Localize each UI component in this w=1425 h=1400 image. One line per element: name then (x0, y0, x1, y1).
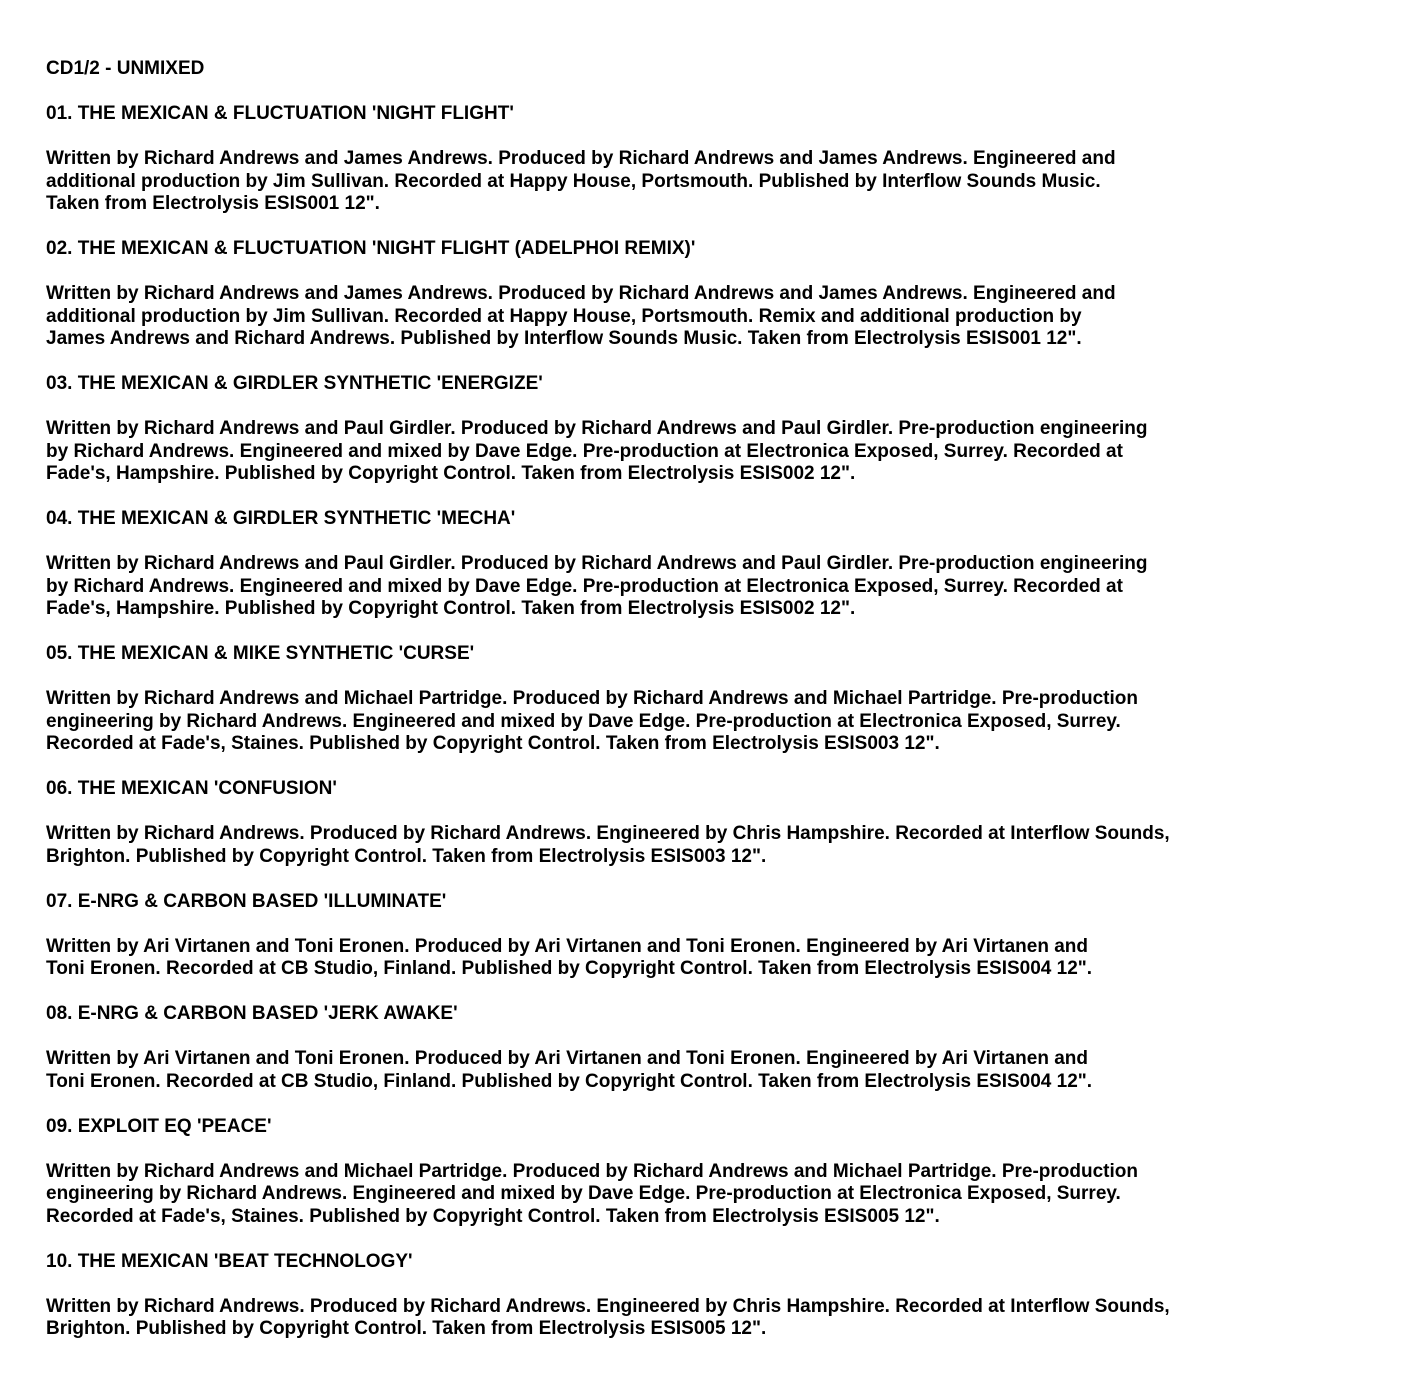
track-title: 01. THE MEXICAN & FLUCTUATION 'NIGHT FLIGHT' (46, 103, 514, 124)
track-credits (46, 553, 1406, 621)
credit-line: Written by Richard Andrews and Paul Girdler. Produced by Richard Andrews and Paul Girdler. Pre-production engineering (46, 418, 1148, 439)
credit-line: Toni Eronen. Recorded at CB Studio, Finland. Published by Copyright Control. Taken from Electrolysis ESIS004 12". (46, 958, 1093, 979)
credit-line: Toni Eronen. Recorded at CB Studio, Finland. Published by Copyright Control. Taken from Electrolysis ESIS004 12". (46, 1070, 1093, 1092)
track-entry (46, 1116, 1406, 1229)
credit-line: Recorded at Fade's, Staines. Published by Copyright Control. Taken from Electrolysis ESIS005 12". (46, 1205, 940, 1227)
track-entry (46, 238, 1406, 351)
credit-line: Written by Richard Andrews and James Andrews. Produced by Richard Andrews and James Andrews. Engineered and (46, 283, 1116, 304)
credit-line: by Richard Andrews. Engineered and mixed by Dave Edge. Pre-production at Electronica Exposed, Surrey. Recorded at (46, 440, 1123, 462)
track-title: 03. THE MEXICAN & GIRDLER SYNTHETIC 'ENERGIZE' (46, 373, 543, 394)
track-entry (46, 891, 1406, 981)
credit-line: Written by Richard Andrews. Produced by Richard Andrews. Engineered by Chris Hampshire. Recorded at Interflow Sounds, (46, 1295, 1170, 1317)
credit-line: Brighton. Published by Copyright Control. Taken from Electrolysis ESIS005 12". (46, 1318, 767, 1339)
track-title: 09. EXPLOIT EQ 'PEACE' (46, 1115, 272, 1137)
credit-line: engineering by Richard Andrews. Engineered and mixed by Dave Edge. Pre-production at Electronica Exposed, Surrey. (46, 710, 1121, 732)
track-credits (46, 688, 1406, 756)
track-title: 02. THE MEXICAN & FLUCTUATION 'NIGHT FLIGHT (ADELPHOI REMIX)' (46, 238, 696, 259)
credit-line: James Andrews and Richard Andrews. Published by Interflow Sounds Music. Taken from Electrolysis ESIS001 12". (46, 328, 1082, 349)
track-credits (46, 283, 1406, 351)
credit-line: Fade's, Hampshire. Published by Copyright Control. Taken from Electrolysis ESIS002 12". (46, 598, 856, 619)
track-credits (46, 936, 1406, 981)
track-credits (46, 148, 1406, 216)
track-credits (46, 1161, 1406, 1229)
track-title: 07. E-NRG & CARBON BASED 'ILLUMINATE' (46, 890, 447, 912)
liner-notes-page (46, 58, 1406, 1341)
credit-line: by Richard Andrews. Engineered and mixed by Dave Edge. Pre-production at Electronica Exposed, Surrey. Recorded at (46, 575, 1123, 597)
credit-line: Written by Ari Virtanen and Toni Eronen. Produced by Ari Virtanen and Toni Eronen. Engineered by Ari Virtanen and (46, 1048, 1088, 1069)
track-title: 06. THE MEXICAN 'CONFUSION' (46, 778, 337, 799)
track-credits (46, 823, 1406, 868)
credit-line: Written by Ari Virtanen and Toni Eronen. Produced by Ari Virtanen and Toni Eronen. Engineered by Ari Virtanen and (46, 935, 1088, 957)
track-title: 10. THE MEXICAN 'BEAT TECHNOLOGY' (46, 1250, 413, 1272)
credit-line: Written by Richard Andrews and Michael Partridge. Produced by Richard Andrews and Michael Partridge. Pre-production (46, 688, 1138, 709)
track-entry (46, 1003, 1406, 1093)
credit-line: Brighton. Published by Copyright Control. Taken from Electrolysis ESIS003 12". (46, 845, 767, 867)
credit-line: Recorded at Fade's, Staines. Published by Copyright Control. Taken from Electrolysis ESIS003 12". (46, 733, 940, 754)
track-credits (46, 1296, 1406, 1341)
credit-line: engineering by Richard Andrews. Engineered and mixed by Dave Edge. Pre-production at Electronica Exposed, Surrey. (46, 1183, 1121, 1204)
track-title: 08. E-NRG & CARBON BASED 'JERK AWAKE' (46, 1003, 458, 1024)
track-title: 05. THE MEXICAN & MIKE SYNTHETIC 'CURSE' (46, 643, 475, 664)
credit-line: Written by Richard Andrews. Produced by Richard Andrews. Engineered by Chris Hampshire. Recorded at Interflow Sounds, (46, 823, 1170, 844)
credit-line: additional production by Jim Sullivan. Recorded at Happy House, Portsmouth. Published by Interflow Sounds Music. (46, 170, 1101, 192)
credit-line: Fade's, Hampshire. Published by Copyright Control. Taken from Electrolysis ESIS002 12". (46, 463, 856, 484)
credit-line: Taken from Electrolysis ESIS001 12". (46, 193, 380, 214)
disc-heading: CD1/2 - UNMIXED (46, 58, 205, 79)
track-entry (46, 643, 1406, 756)
track-entry (46, 1251, 1406, 1341)
track-entry (46, 373, 1406, 486)
credit-line: additional production by Jim Sullivan. Recorded at Happy House, Portsmouth. Remix and additional production by (46, 305, 1082, 327)
credit-line: Written by Richard Andrews and Paul Girdler. Produced by Richard Andrews and Paul Girdler. Pre-production engineering (46, 553, 1148, 574)
track-credits (46, 1048, 1406, 1093)
track-credits (46, 418, 1406, 486)
credit-line: Written by Richard Andrews and James Andrews. Produced by Richard Andrews and James Andrews. Engineered and (46, 148, 1116, 169)
credit-line: Written by Richard Andrews and Michael Partridge. Produced by Richard Andrews and Michael Partridge. Pre-production (46, 1160, 1138, 1182)
track-entry (46, 103, 1406, 216)
track-entry (46, 508, 1406, 621)
track-title: 04. THE MEXICAN & GIRDLER SYNTHETIC 'MECHA' (46, 508, 516, 529)
track-entry (46, 778, 1406, 868)
